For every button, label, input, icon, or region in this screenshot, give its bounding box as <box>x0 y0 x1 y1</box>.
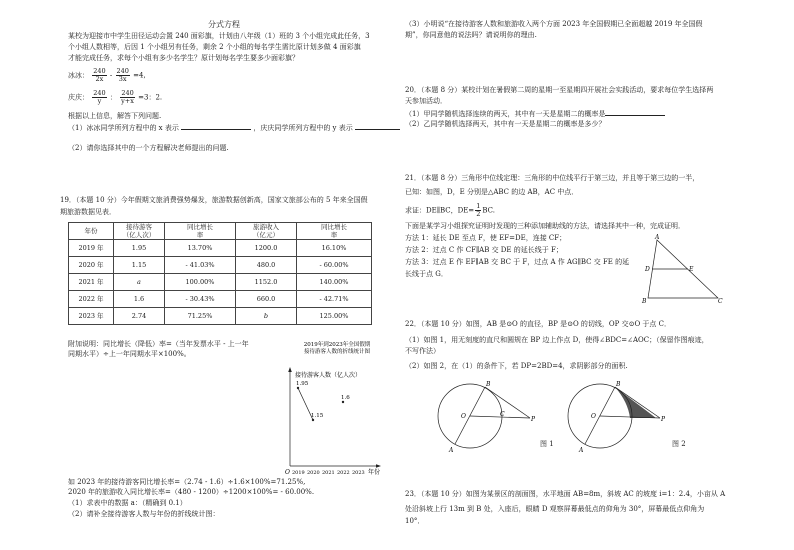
q20-sub-1: （1）甲同学随机选择连续的两天，其中有一天是星期二的概率是 <box>405 109 665 119</box>
q23-text: 处沿斜坡上行 13m 到 B 处，入座后，眼睛 D 观察屏幕最低点的仰角为 30°，屏幕最低点仰角为 <box>405 505 705 513</box>
circle-figure-2 <box>560 376 670 456</box>
q20-heading: 20．（本题 8 分）某校计划在暑假第二周的星期一至星期四开展社会实践活动，要求每位学生选择两 <box>405 86 714 94</box>
svg-text:E: E <box>689 266 694 273</box>
question-3: 期”，你同意他的说法吗？请说明你的理由. <box>405 31 537 39</box>
svg-text:D: D <box>645 266 650 273</box>
q19-heading: 19．（本题 10 分）今年假期文旅消费强势爆发，旅游数据创新高，国家文旅部公布的 5 年来全国假 <box>60 196 368 204</box>
chart-title: 接待游客人数的折线统计图 <box>303 349 371 355</box>
table-header: 年份 <box>69 223 114 240</box>
note: 同期水平）÷上一年同期水平×100%。 <box>68 350 191 358</box>
data-point <box>312 419 314 421</box>
section-title: 分式方程 <box>208 20 240 29</box>
problem-text: 才能完成任务，求每个小组有多少名学生？原计划每名学生要多少面彩旗？ <box>68 54 299 62</box>
origin-label: O <box>285 469 290 476</box>
x-tick-labels <box>292 470 365 476</box>
question-3: （3）小明说“在接待游客人数和旅游收入两个方面 2023 年全国假期已全面超越 2019 年全国假 <box>405 20 703 28</box>
fraction: $\frac{1}{2}$ <box>476 202 481 218</box>
chart-title: 2019年到2023年全国假期 <box>303 342 371 348</box>
q22-sub-1: 不写作法） <box>405 347 440 355</box>
table-header-row <box>69 223 372 240</box>
equation-name: 庆庆： <box>68 93 89 102</box>
sub-question-2: （2）请补全接待游客人数与年份的折线统计图： <box>68 510 220 518</box>
method-1: 方法 1：延长 DE 至点 F，使 EF=DE，连接 CF； <box>405 234 567 242</box>
svg-text:B: B <box>642 298 647 304</box>
method-2: 方法 2：过点 C 作 CF∥AB 交 DE 的延长线于 F； <box>405 246 563 254</box>
x-axis-arrow <box>376 464 381 468</box>
svg-text:C: C <box>500 411 505 418</box>
svg-text:P: P <box>661 416 666 423</box>
fraction: $\frac{240}{3x}$ <box>116 67 129 83</box>
equation-qingqing <box>68 90 162 105</box>
q22-sub-1: （1）如图 1，用无刻度的直尺和圆规在 BP 边上作点 D，使得∠BDC=∠AOC；（保留作图痕迹， <box>405 336 709 344</box>
operator: ： <box>109 93 117 102</box>
tourism-data-table <box>68 222 372 325</box>
svg-text:A: A <box>449 447 454 454</box>
circle-figure-1 <box>430 376 540 456</box>
q21-prove: 求证：DE∥BC，DE= $\frac{1}{2}$ BC. <box>405 202 495 218</box>
operator: - <box>109 71 113 80</box>
svg-text:B: B <box>616 381 621 388</box>
equation-bingbing <box>68 68 146 83</box>
example-text: 如 2023 年的接待游客同比增长率=（2.74 - 1.6）÷1.6×100%=71.25%, <box>68 478 306 486</box>
table-row: 2022 年 1.6 - 30.43% 660.0 - 42.71% <box>69 291 372 308</box>
table-row: 2019 年 1.95 13.70% 1200.0 16.10% <box>69 240 372 257</box>
triangle-figure <box>640 232 730 304</box>
svg-text:O: O <box>461 413 466 420</box>
line-chart <box>282 338 392 478</box>
x-tick-label: 2020 <box>307 470 320 476</box>
equation-rhs: =4, <box>133 71 146 80</box>
data-label: 1.15 <box>311 413 324 419</box>
y-axis-arrow <box>288 367 292 372</box>
fraction: $\frac{240}{y}$ <box>93 89 106 105</box>
q21-given: 已知：如图，D，E 分别是△ABC 的边 AB，AC 中点． <box>405 188 579 196</box>
answer-blank[interactable] <box>355 123 400 130</box>
problem-text: 个小组人数相等，后因 1 个小组另有任务，剩余 2 个小组的每名学生需比原计划多做 4 面彩旗 <box>68 43 361 51</box>
x-tick-label: 2021 <box>322 470 335 476</box>
table-header: 同比增长 率 <box>165 223 236 240</box>
svg-text:B: B <box>486 381 491 388</box>
figure-2-caption: 图 2 <box>672 440 686 448</box>
q20-sub-2: （2）乙同学随机选择两天，其中有一天是星期二的概率是多少？ <box>405 120 606 128</box>
sub-question-1: （1）求表中的数据 a：（精确到 0.1） <box>68 499 187 507</box>
q21-intro: 下面是某学习小组探究证明时发现的三种添加辅助线的方法，请选择其中一种，完成证明． <box>405 222 685 230</box>
svg-text:O: O <box>591 413 596 420</box>
q23-text: 10°． <box>405 517 425 525</box>
table-header: 接待游客 （亿人次） <box>114 223 165 240</box>
fraction: $\frac{240}{2x}$ <box>93 67 106 83</box>
example-text: 2020 年的旅游收入同比增长率=（480 - 1200）÷1200×100%= - 60.00%. <box>68 488 315 496</box>
q22-heading: 22．（本题 10 分）如图，AB 是⊙O 的直径，BP 是⊙O 的切线，OP 交⊙O 于点 C． <box>405 320 672 328</box>
problem-text: 某校为迎接市中学生田径运动会置 240 面彩旗，计划由八年级（1）班的 3 个小组完成此任务，3 <box>68 32 370 40</box>
fraction: $\frac{240}{y+x}$ <box>121 89 134 105</box>
x-tick-label: 2019 <box>292 470 305 476</box>
q21-heading: 21．（本题 8 分）三角形中位线定理：三角形的中位线平行于第三边，并且等于第三边的一半， <box>405 174 700 182</box>
instruction: 根据以上信息，解答下列问题. <box>68 112 162 120</box>
svg-text:C: C <box>718 298 723 304</box>
figure-1-caption: 图 1 <box>540 440 554 448</box>
note: 附加说明：同比增长（降低）率=（当年发票水平 - 上一年 <box>68 340 249 348</box>
data-point <box>297 387 299 389</box>
x-axis-label: 年份 <box>368 469 381 476</box>
svg-text:A: A <box>655 234 660 241</box>
svg-text:A: A <box>579 447 584 454</box>
table-header: 同比增长 率 <box>297 223 372 240</box>
equation-name: 冰冰： <box>68 71 89 80</box>
x-tick-label: 2022 <box>337 470 350 476</box>
data-series <box>296 381 350 421</box>
q19-heading-cont: 期旅游数据见表． <box>60 208 116 216</box>
data-point <box>342 401 344 403</box>
y-axis-label: 接待游客人数（亿人次） <box>295 372 362 379</box>
method-3: 方法 3：过点 E 作 EF∥AB 交 BC 于 F，过点 A 作 AG∥BC 交 FE 的延 <box>405 258 630 266</box>
answer-blank[interactable] <box>181 123 251 130</box>
table-row: 2020 年 1.15 - 41.03% 480.0 - 60.00% <box>69 257 372 274</box>
q22-sub-2: （2）如图 2，在（1）的条件下，若 DP=2BD=4，求阴影部分的面积. <box>405 362 628 370</box>
q23-heading: 23．（本题 10 分）如图为某景区的剖面图，水平地面 AB=8m，斜坡 AC 的坡度 i=1：2.4，小亩从 A <box>405 490 726 498</box>
question-1: （1）冰冰同学所列方程中的 x 表示 ，庆庆同学所列方程中的 y 表示 <box>68 123 400 133</box>
table-row: 2021 年 a 100.00% 1152.0 140.00% <box>69 274 372 291</box>
table-row: 2023 年 2.74 71.25% b 125.00% <box>69 308 372 325</box>
table-header: 旅游收入 （亿元） <box>236 223 297 240</box>
data-label: 1.95 <box>296 381 309 387</box>
equation-rhs: =3：2. <box>138 93 163 102</box>
question-2: （2）请你选择其中的一个方程解决老师提出的问题. <box>68 144 229 152</box>
method-3: 长线于点 G． <box>405 270 448 278</box>
data-label: 1.6 <box>341 395 350 401</box>
x-tick-label: 2023 <box>352 470 365 476</box>
svg-text:P: P <box>531 416 536 423</box>
answer-blank[interactable] <box>605 109 665 116</box>
q20-heading: 天参加活动． <box>405 97 447 105</box>
